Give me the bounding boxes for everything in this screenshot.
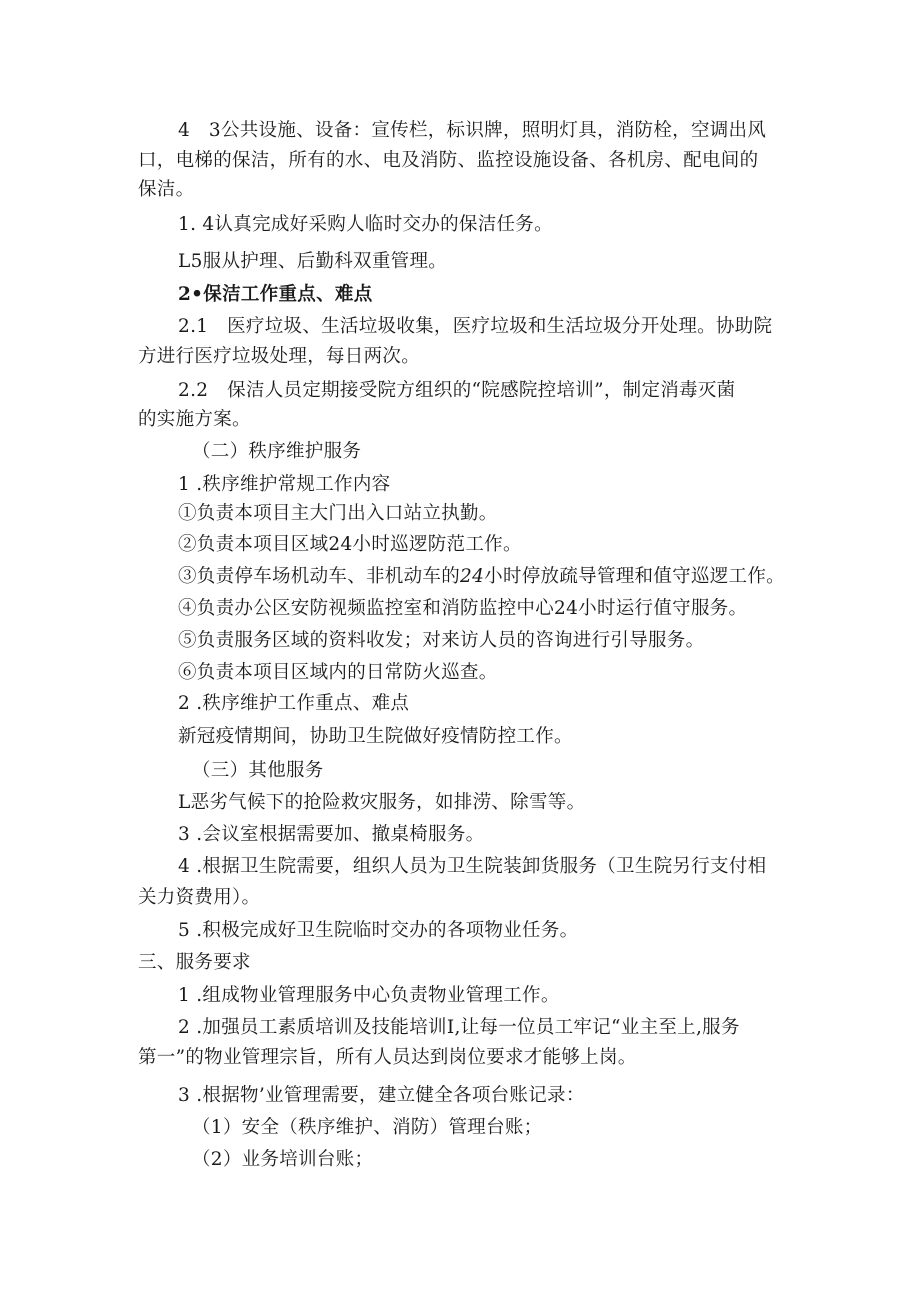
list-item: 1 .组成物业管理服务中心负责物业管理工作。 [178, 985, 560, 1006]
list-item-text: 小时停放疏导管理和值守巡逻工作。 [484, 566, 785, 587]
list-item: 3 .会议室根据需要加、撤桌椅服务。 [178, 824, 485, 845]
list-item: 4 .根据卫生院需要，组织人员为卫生院装卸货服务（卫生院另行支付相 [178, 856, 767, 877]
section-heading: 1 .秩序维护常规工作内容 [178, 474, 391, 495]
list-item [178, 565, 785, 589]
list-item: ⑤负责服务区域的资料收发；对来访人员的咨询进行引导服务。 [178, 630, 705, 651]
list-item-number: 24 [460, 566, 485, 587]
paragraph-line: 2.2 保洁人员定期接受院方组织的“院感院控培训”，制定消毒灭菌 [178, 380, 736, 401]
paragraph-line: 的实施方案。 [138, 409, 251, 430]
section-heading: （二）秩序维护服务 [192, 441, 362, 462]
list-item: 3 .根据物’业管理需要，建立健全各项台账记录： [178, 1085, 585, 1106]
section-heading: 2•保洁工作重点、难点 [178, 284, 373, 305]
paragraph-line: L5服从护理、后勤科双重管理。 [178, 251, 448, 272]
list-item: （1）安全（秩序维护、消防）管理台账； [192, 1117, 543, 1138]
list-item: ①负责本项目主大门出入口站立执勤。 [178, 503, 498, 524]
list-item: L恶劣气候下的抢险救灾服务，如排涝、除雪等。 [178, 792, 586, 813]
list-item: 第一”的物业管理宗旨，所有人员达到岗位要求才能够上岗。 [138, 1047, 637, 1068]
paragraph-line: 口，电梯的保洁，所有的水、电及消防、监控设施设备、各机房、配电间的 [138, 150, 759, 171]
list-item: 2 .加强员工素质培训及技能培训I,让每一位员工牢记“业主至上,服务 [178, 1017, 740, 1038]
list-item-text: ③负责停车场机动车、非机动车的 [178, 566, 461, 587]
list-item: （2）业务培训台账； [192, 1149, 374, 1170]
paragraph-line: 4 3公共设施、设备：宣传栏，标识牌，照明灯具，消防栓，空调出风 [178, 120, 767, 141]
list-item: 关力资费用）。 [138, 887, 261, 908]
paragraph-line: 新冠疫情期间，协助卫生院做好疫情防控工作。 [178, 726, 573, 747]
list-item: 5 .积极完成好卫生院临时交办的各项物业任务。 [178, 920, 579, 941]
paragraph-line: 方进行医疗垃圾处理，每日两次。 [138, 346, 421, 367]
list-item: ④负责办公区安防视频监控室和消防监控中心24小时运行值守服务。 [178, 598, 748, 619]
section-heading: （三）其他服务 [192, 760, 324, 781]
section-heading: 2 .秩序维护工作重点、难点 [178, 693, 410, 714]
list-item: ⑥负责本项目区域内的日常防火巡查。 [178, 662, 498, 683]
section-heading: 三、服务要求 [138, 952, 251, 973]
paragraph-line: 1. 4认真完成好采购人临时交办的保洁任务。 [178, 214, 553, 235]
paragraph-line: 2.1 医疗垃圾、生活垃圾收集，医疗垃圾和生活垃圾分开处理。协助院 [178, 316, 773, 337]
list-item: ②负责本项目区域24小时巡逻防范工作。 [178, 534, 522, 555]
paragraph-line: 保洁。 [138, 179, 195, 200]
